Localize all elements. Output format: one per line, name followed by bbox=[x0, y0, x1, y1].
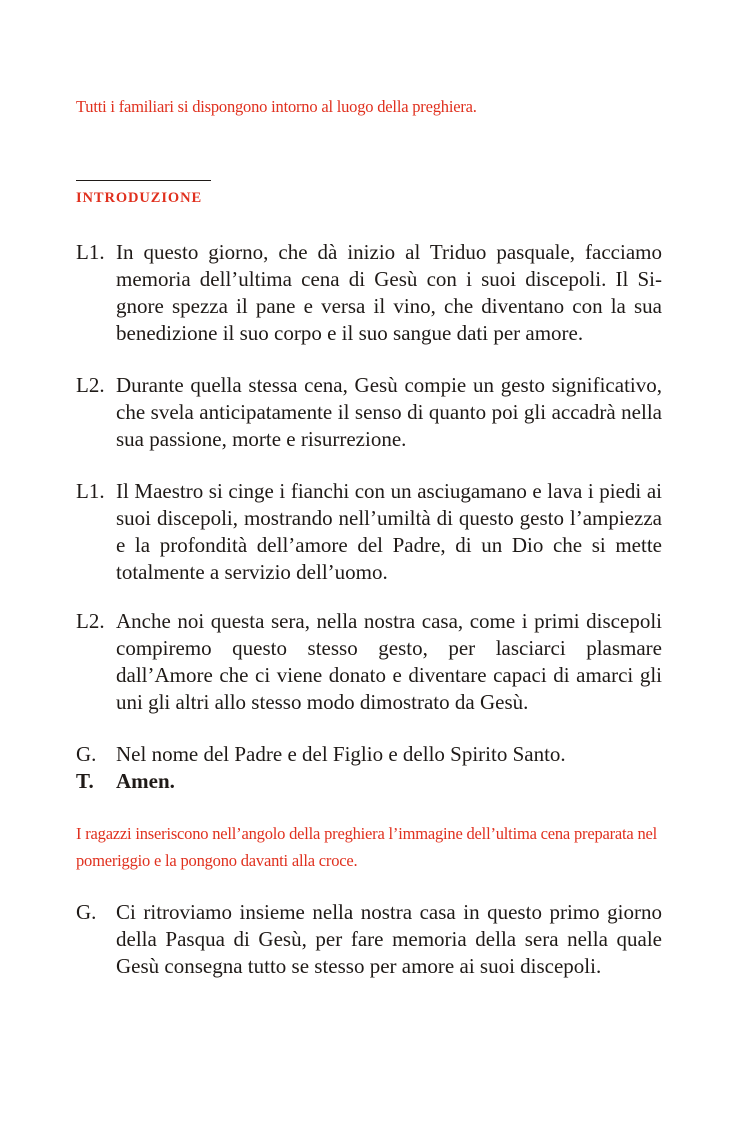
section-title: INTRODUZIONE bbox=[76, 190, 203, 206]
rubric-middle: I ragazzi inseriscono nell’angolo della preghiera l’immagine dell’ultima cena preparata nel pomeriggio e la pongono davanti alla croce. bbox=[76, 824, 658, 870]
paragraph-text: Anche noi questa sera, nella nostra casa, come i primi discepoli compiremo questo stesso gesto, per lasciarci plasmare dall’Amore che ci viene donato e diventare capaci di amarci gli uni gli altri allo stesso modo dimostrato da Gesù. bbox=[116, 609, 662, 714]
paragraph-text: Durante quella stessa cena, Gesù compie un gesto significativo, che svela anticipatamente il senso di quanto poi gli accadrà nella sua passione, morte e risurrezione. bbox=[116, 373, 662, 451]
paragraph-text: Amen. bbox=[116, 769, 175, 793]
speaker-label: G. bbox=[76, 742, 97, 766]
paragraph-l1-first bbox=[76, 239, 662, 347]
paragraph-l1-second bbox=[76, 478, 662, 586]
speaker-label: L2. bbox=[76, 609, 105, 633]
section-divider bbox=[76, 180, 211, 181]
speaker-label: L1. bbox=[76, 240, 105, 264]
speaker-label: G. bbox=[76, 900, 97, 924]
speaker-label: T. bbox=[76, 769, 94, 793]
speaker-label: L1. bbox=[76, 479, 105, 503]
paragraph-invocation bbox=[76, 741, 662, 768]
paragraph-l2-first bbox=[76, 372, 662, 453]
paragraph-text: Il Maestro si cinge i fianchi con un asciugamano e lava i piedi ai suoi discepoli, mostrando nell’umiltà di questo gesto l’ampiezza e la profondità dell’amore del Padre, di un Dio che si mette totalmente a servizio dell’uomo. bbox=[116, 479, 662, 584]
paragraph-l2-second bbox=[76, 608, 662, 716]
paragraph-text: Nel nome del Padre e del Figlio e dello Spirito Santo. bbox=[116, 742, 566, 766]
paragraph-g-final bbox=[76, 899, 662, 980]
paragraph-text: In questo giorno, che dà inizio al Triduo pasquale, facciamo memoria dell’ultima cena di Gesù con i suoi discepoli. Il Signore spezza il pane e versa il vino, che diventano con la sua benedizione il suo corpo e il suo sangue dati per amore. bbox=[116, 240, 662, 345]
paragraph-amen bbox=[76, 768, 662, 795]
speaker-label: L2. bbox=[76, 373, 105, 397]
rubric-intro: Tutti i familiari si dispongono intorno al luogo della preghiera. bbox=[76, 97, 477, 116]
paragraph-text: Ci ritroviamo insieme nella nostra casa in questo primo giorno della Pasqua di Gesù, per fare memoria della sera nella quale Gesù consegna tutto se stesso per amore ai suoi discepoli. bbox=[116, 900, 662, 978]
